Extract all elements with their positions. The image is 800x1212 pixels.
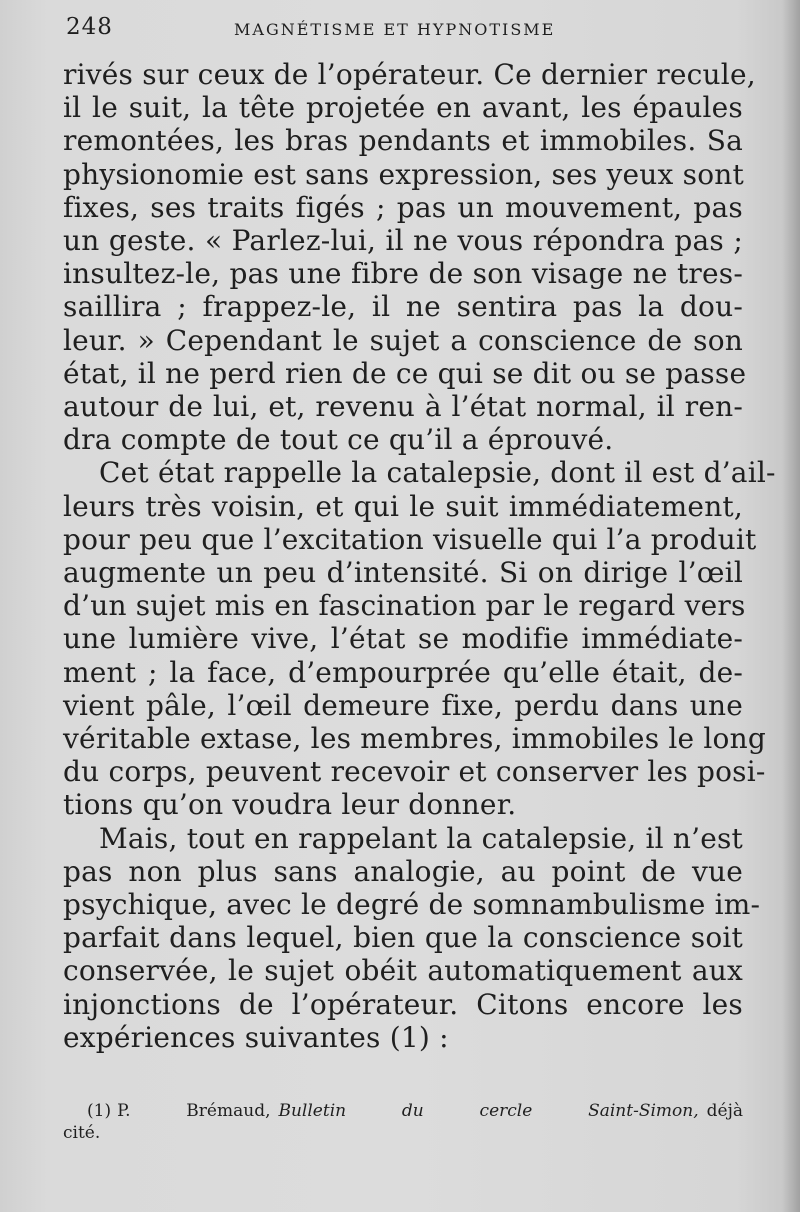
- text-line: saillira ; frappez-le, il ne sentira pas la dou-: [63, 290, 743, 324]
- text-line: pour peu que l’excitation visuelle qui l’a produit: [63, 522, 757, 556]
- text-line: conservée, le sujet obéit automatiquement aux: [63, 954, 743, 988]
- text-line: il le suit, la tête projetée en avant, les épaules: [63, 91, 743, 125]
- text-line: une lumière vive, l’état se modifie immédiate-: [63, 622, 743, 656]
- footnote-title: Bulletin du cercle Saint-Simon,: [278, 1101, 699, 1121]
- text-line: augmente un peu d’intensité. Si on dirige l’œil: [63, 556, 743, 590]
- text-line: véritable extase, les membres, immobiles le long: [63, 722, 766, 756]
- page-number: 248: [66, 14, 113, 40]
- footnote: [63, 1100, 743, 1144]
- text-line: leurs très voisin, et qui le suit immédiatement,: [63, 489, 743, 523]
- text-line: insultez-le, pas une fibre de son visage ne tres-: [63, 257, 743, 291]
- text-line: rivés sur ceux de l’opérateur. Ce dernier recule,: [63, 58, 756, 91]
- footnote-author: P. Brémaud,: [117, 1101, 271, 1121]
- text-line: du corps, peuvent recevoir et conserver les posi-: [63, 755, 766, 789]
- footnote-line: [63, 1100, 743, 1122]
- text-line: ment ; la face, d’empourprée qu’elle était, de-: [63, 655, 743, 689]
- text-line: parfait dans lequel, bien que la conscience soit: [63, 921, 743, 955]
- text-line: remontées, les bras pendants et immobiles. Sa: [63, 124, 743, 158]
- footnote-rest: déjà: [706, 1101, 743, 1121]
- text-line: autour de lui, et, revenu à l’état normal, il ren-: [63, 390, 743, 424]
- text-line: Mais, tout en rappelant la catalepsie, il n’est: [99, 821, 743, 855]
- text-line: dra compte de tout ce qu’il a éprouvé.: [63, 423, 614, 457]
- text-line: fixes, ses traits figés ; pas un mouvement, pas: [63, 190, 743, 224]
- text-line: vient pâle, l’œil demeure fixe, perdu dans une: [63, 688, 743, 722]
- text-line: physionomie est sans expression, ses yeux sont: [63, 157, 744, 191]
- text-line: psychique, avec le degré de somnambulisme im-: [63, 888, 761, 922]
- text-line: expériences suivantes (1) :: [63, 1020, 449, 1054]
- text-line: un geste. « Parlez-lui, il ne vous répondra pas ;: [63, 224, 743, 258]
- footnote-continuation: cité.: [63, 1123, 101, 1143]
- text-line: pas non plus sans analogie, au point de vue: [63, 854, 743, 888]
- text-line: tions qu’on voudra leur donner.: [63, 788, 517, 822]
- body-text: [63, 58, 776, 1054]
- text-line: d’un sujet mis en fascination par le regard vers: [63, 589, 746, 623]
- page-header: [66, 14, 746, 44]
- text-line: Cet état rappelle la catalepsie, dont il est d’ail-: [99, 456, 776, 490]
- text-line: injonctions de l’opérateur. Citons encore les: [63, 987, 743, 1021]
- text-line: leur. » Cependant le sujet a conscience de son: [63, 323, 743, 357]
- text-line: état, il ne perd rien de ce qui se dit ou se passe: [63, 356, 747, 390]
- footnote-marker: (1): [87, 1101, 112, 1121]
- running-head: MAGNÉTISME ET HYPNOTISME: [234, 20, 556, 39]
